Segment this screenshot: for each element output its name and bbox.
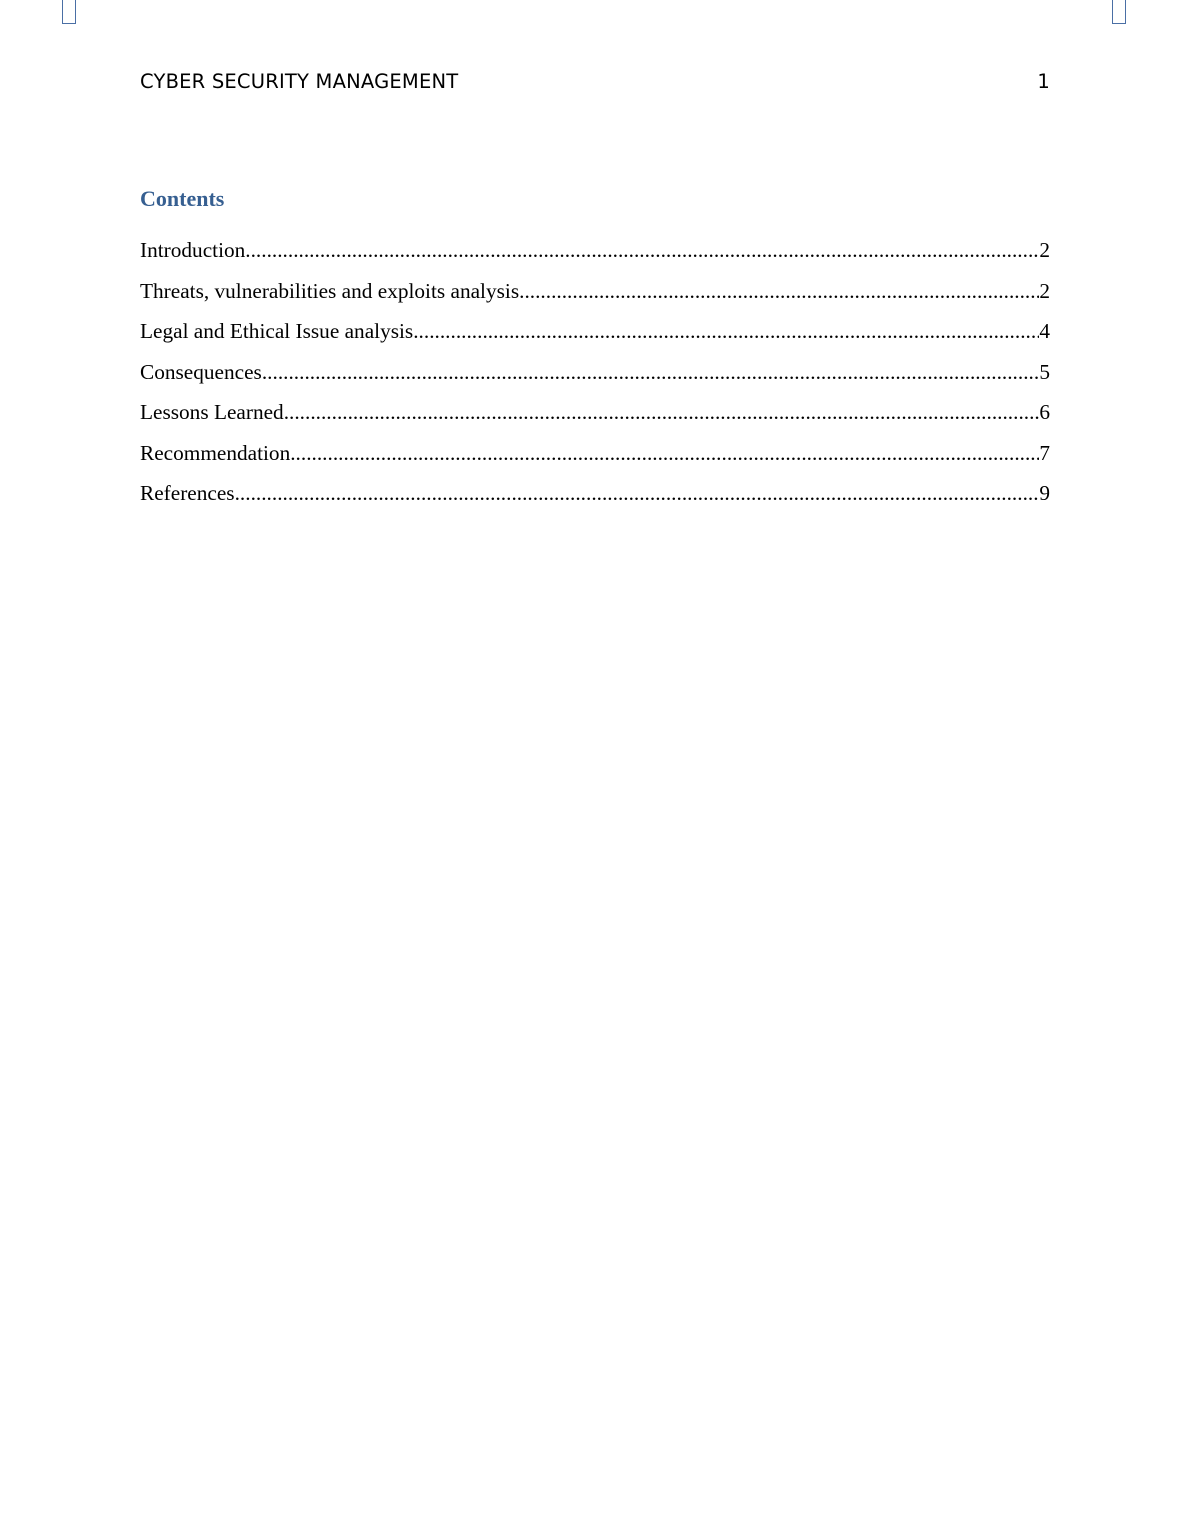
toc-entry-label: Recommendation bbox=[140, 440, 291, 465]
toc-entry-references[interactable] bbox=[140, 481, 1050, 522]
dot-leader bbox=[519, 279, 1039, 304]
running-title: CYBER SECURITY MANAGEMENT bbox=[140, 70, 459, 93]
dot-leader bbox=[290, 441, 1039, 466]
toc-entry-page: 2 bbox=[1039, 278, 1050, 303]
table-of-contents bbox=[140, 238, 1050, 522]
toc-entry-page: 5 bbox=[1039, 359, 1050, 384]
toc-entry-threats[interactable] bbox=[140, 279, 1050, 320]
toc-entry-label: References bbox=[140, 481, 235, 505]
toc-entry-page: 9 bbox=[1039, 481, 1050, 505]
toc-entry-introduction[interactable] bbox=[140, 238, 1050, 279]
crop-mark-right bbox=[1112, 0, 1126, 24]
toc-entry-page: 6 bbox=[1039, 400, 1050, 424]
toc-entry-legal-ethical[interactable] bbox=[140, 319, 1050, 360]
dot-leader bbox=[284, 400, 1040, 425]
dot-leader bbox=[245, 238, 1039, 263]
toc-entry-page: 7 bbox=[1039, 440, 1050, 465]
toc-entry-page: 4 bbox=[1039, 319, 1050, 343]
toc-entry-label: Consequences bbox=[140, 359, 262, 384]
toc-entry-page: 2 bbox=[1039, 238, 1050, 262]
toc-heading: Contents bbox=[140, 186, 225, 211]
toc-entry-recommendation[interactable] bbox=[140, 441, 1050, 482]
toc-entry-lessons-learned[interactable] bbox=[140, 400, 1050, 441]
crop-mark-left bbox=[62, 0, 76, 24]
dot-leader bbox=[262, 360, 1040, 385]
toc-entry-label: Introduction bbox=[140, 238, 246, 262]
toc-entry-label: Legal and Ethical Issue analysis bbox=[140, 319, 414, 343]
toc-entry-label: Threats, vulnerabilities and exploits analysis bbox=[140, 278, 520, 303]
toc-entry-consequences[interactable] bbox=[140, 360, 1050, 401]
dot-leader bbox=[235, 481, 1040, 506]
dot-leader bbox=[413, 319, 1039, 344]
toc-entry-label: Lessons Learned bbox=[140, 400, 284, 424]
running-header bbox=[140, 70, 1050, 96]
page-number: 1 bbox=[1037, 70, 1050, 93]
